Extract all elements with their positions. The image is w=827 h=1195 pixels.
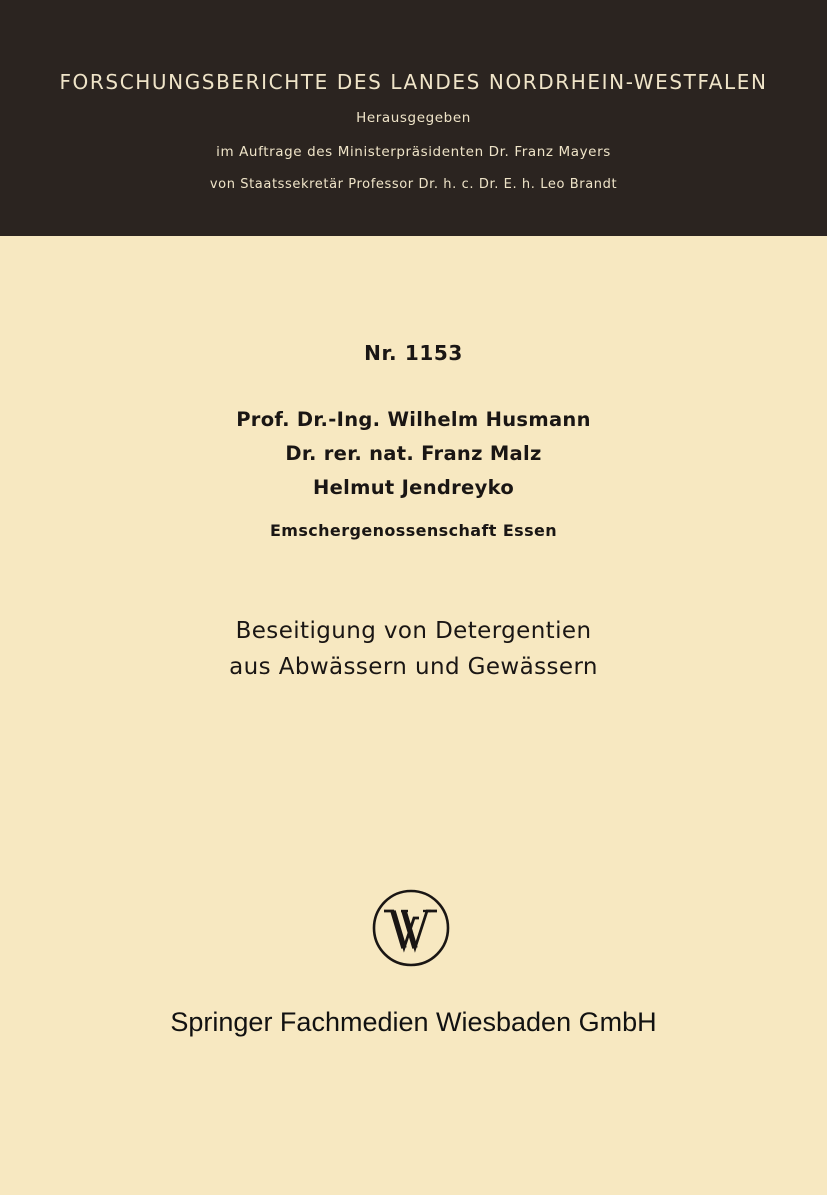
springer-wv-logo-icon <box>371 888 451 968</box>
series-title: FORSCHUNGSBERICHTE DES LANDES NORDRHEIN-WESTFALEN <box>59 70 768 94</box>
editor-line-staatssekretaer: von Staatssekretär Professor Dr. h. c. Dr. E. h. Leo Brandt <box>209 177 618 192</box>
editor-line-auftrage: im Auftrage des Ministerpräsidenten Dr. Franz Mayers <box>216 144 611 160</box>
report-title-line: Beseitigung von Detergentien <box>235 618 592 644</box>
author-name: Prof. Dr.-Ing. Wilhelm Husmann <box>236 408 591 431</box>
header-band <box>0 0 827 236</box>
publisher-name: Springer Fachmedien Wiesbaden GmbH <box>170 1007 657 1037</box>
report-number: Nr. 1153 <box>364 341 463 365</box>
editor-line-herausgegeben: Herausgegeben <box>356 110 471 126</box>
institution: Emschergenossenschaft Essen <box>269 521 558 540</box>
report-title-line: aus Abwässern und Gewässern <box>229 654 598 680</box>
author-name: Helmut Jendreyko <box>312 476 515 499</box>
author-name: Dr. rer. nat. Franz Malz <box>285 442 542 465</box>
